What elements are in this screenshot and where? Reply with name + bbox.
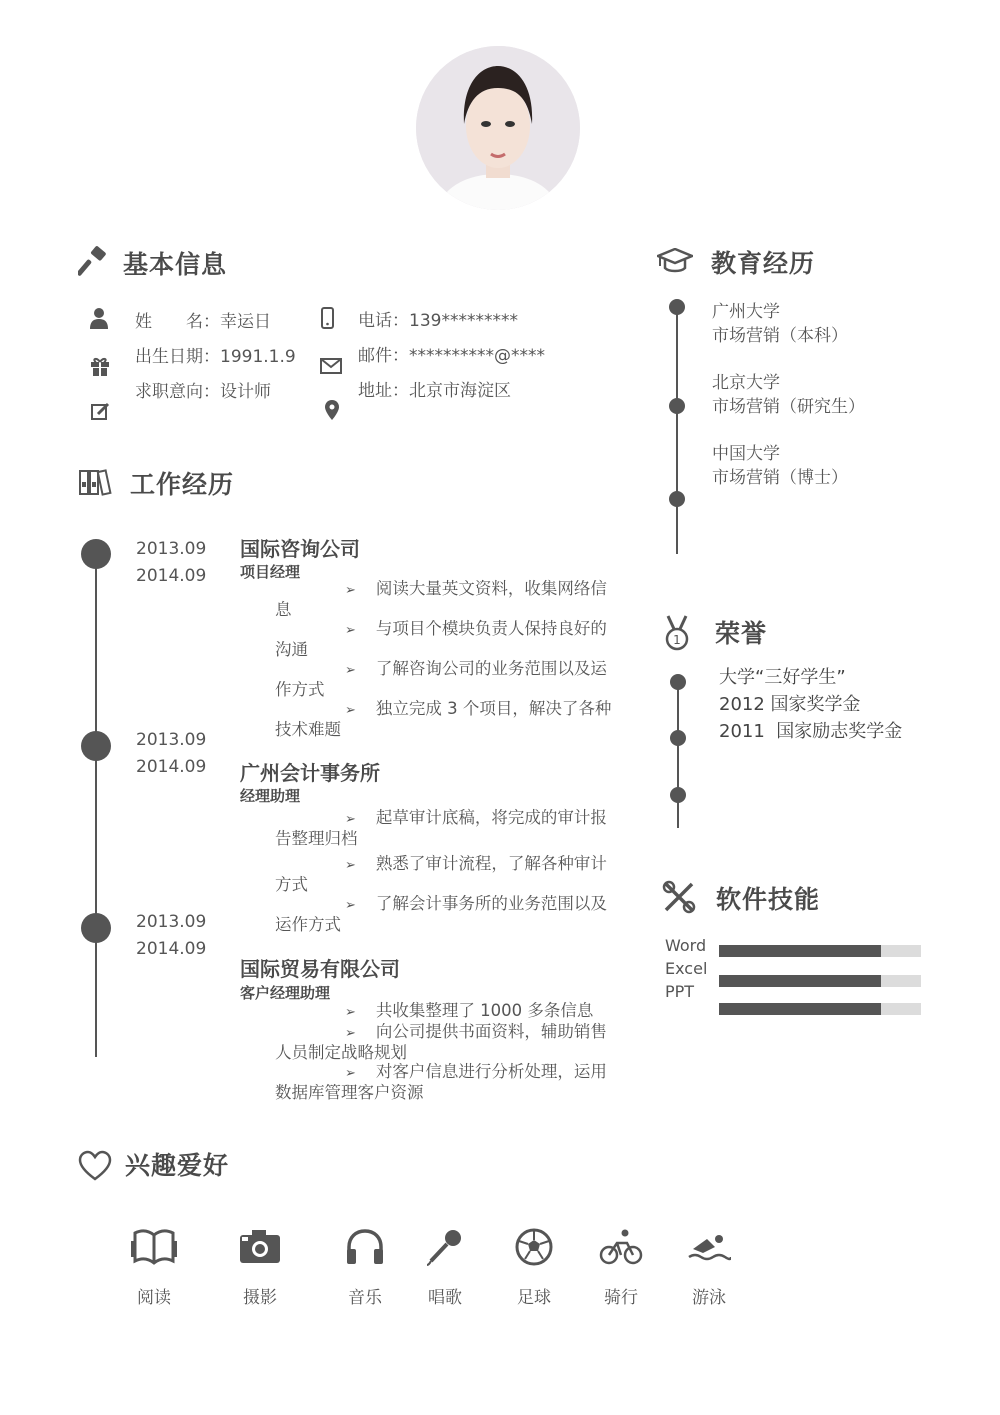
section-title-honor: 荣誉 — [715, 619, 768, 648]
timeline-dot — [669, 299, 685, 315]
svg-text:1: 1 — [673, 633, 681, 647]
job-end-date: 2014.09 — [136, 757, 207, 777]
job-bullets — [275, 579, 615, 739]
hobby-swimming — [669, 1227, 749, 1308]
list-item: ➢ 独立完成 3 个项目，解决了各种技术难题 — [275, 699, 612, 739]
honor-item: 2012 国家奖学金 — [719, 694, 861, 715]
job-bullets — [275, 1001, 615, 1102]
hobby-soccer — [494, 1227, 574, 1308]
list-item: ➢ 了解会计事务所的业务范围以及运作方式 — [275, 894, 607, 934]
hobby-label: 骑行 — [604, 1288, 638, 1308]
job-role: 经理助理 — [240, 787, 301, 805]
tools-icon — [662, 880, 696, 918]
hobby-label: 阅读 — [137, 1288, 171, 1308]
phone-icon — [321, 307, 334, 333]
hobby-label: 足球 — [517, 1288, 551, 1308]
major-name: 市场营销（研究生） — [712, 397, 865, 417]
school-name: 中国大学 — [712, 444, 780, 464]
hobby-label: 游泳 — [692, 1288, 726, 1308]
list-item: ➢ 了解咨询公司的业务范围以及运作方式 — [275, 659, 607, 699]
address-field: 地址：北京市海淀区 — [358, 381, 511, 401]
list-item: ➢ 阅读大量英文资料，收集网络信息 — [275, 579, 607, 619]
hobby-music — [325, 1227, 405, 1308]
camera-icon — [238, 1227, 282, 1267]
list-item: ➢ 熟悉了审计流程，了解各种审计方式 — [275, 854, 607, 894]
headphones-icon — [344, 1227, 386, 1267]
job-end-date: 2014.09 — [136, 939, 207, 959]
company-name: 广州会计事务所 — [240, 761, 380, 785]
section-title-work: 工作经历 — [130, 470, 235, 499]
microphone-icon — [425, 1227, 465, 1267]
job-end-date: 2014.09 — [136, 566, 207, 586]
list-item: ➢ 向公司提供书面资料，辅助销售人员制定战略规划 — [275, 1022, 607, 1062]
hobby-label: 音乐 — [348, 1288, 382, 1308]
medal-icon — [665, 615, 689, 655]
skill-name: PPT — [665, 982, 695, 1001]
job-role: 项目经理 — [240, 563, 301, 581]
person-icon — [90, 307, 108, 333]
honor-timeline — [677, 675, 679, 828]
skill-name: Excel — [665, 959, 708, 978]
skill-bar-fill — [719, 1003, 881, 1015]
skill-bar — [719, 1003, 921, 1015]
major-name: 市场营销（博士） — [712, 468, 848, 488]
timeline-dot — [669, 398, 685, 414]
education-entry — [712, 371, 865, 419]
list-item: ➢ 共收集整理了 1000 多条信息 — [345, 1001, 594, 1020]
gift-icon — [90, 356, 110, 380]
job-start-date: 2013.09 — [136, 730, 207, 750]
phone-field: 电话：139********* — [358, 311, 518, 331]
binders-icon — [79, 468, 113, 500]
section-title-skills: 软件技能 — [716, 885, 821, 914]
job-start-date: 2013.09 — [136, 912, 207, 932]
honor-item: 2011 国家励志奖学金 — [719, 721, 903, 742]
work-timeline — [95, 545, 97, 1057]
job-start-date: 2013.09 — [136, 539, 207, 559]
timeline-dot — [81, 731, 111, 761]
skill-name: Word — [665, 936, 707, 955]
email-field: 邮件：**********@**** — [358, 346, 545, 366]
timeline-dot — [669, 491, 685, 507]
edit-icon — [91, 402, 110, 425]
hobby-photography — [220, 1227, 300, 1308]
skill-bar — [719, 945, 921, 957]
heart-icon — [78, 1150, 112, 1186]
timeline-dot — [81, 913, 111, 943]
major-name: 市场营销（本科） — [712, 326, 848, 346]
hobby-label: 摄影 — [243, 1288, 277, 1308]
job-role: 客户经理助理 — [240, 984, 331, 1002]
skill-bar-fill — [719, 945, 881, 957]
honors-list — [719, 664, 902, 745]
bicycle-icon — [599, 1227, 643, 1267]
skill-labels — [665, 934, 707, 1003]
education-entry — [712, 442, 848, 490]
avatar — [416, 46, 580, 210]
honor-item: 大学“三好学生” — [719, 667, 846, 688]
list-item: ➢ 起草审计底稿，将完成的审计报告整理归档 — [275, 808, 607, 848]
graduation-cap-icon — [657, 248, 693, 278]
birth-field: 出生日期：1991.1.9 — [135, 347, 296, 367]
soccer-ball-icon — [514, 1227, 554, 1267]
hobby-singing — [405, 1227, 485, 1308]
skill-bar-fill — [719, 975, 881, 987]
job-bullets — [275, 808, 615, 934]
hobby-reading — [114, 1227, 194, 1308]
list-item: ➢ 对客户信息进行分析处理，运用数据库管理客户资源 — [275, 1062, 607, 1102]
section-title-hobbies: 兴趣爱好 — [125, 1151, 230, 1180]
hobby-cycling — [581, 1227, 661, 1308]
intent-field: 求职意向：设计师 — [135, 382, 271, 402]
education-timeline — [676, 300, 678, 554]
swimmer-icon — [687, 1227, 731, 1267]
section-title-basic: 基本信息 — [123, 250, 228, 279]
hobby-label: 唱歌 — [428, 1288, 462, 1308]
school-name: 广州大学 — [712, 302, 780, 322]
job-dates — [136, 536, 206, 590]
timeline-dot — [670, 730, 686, 746]
name-field: 姓 名：幸运日 — [135, 312, 271, 332]
school-name: 北京大学 — [712, 373, 780, 393]
section-title-education: 教育经历 — [711, 249, 816, 278]
mail-icon — [320, 358, 342, 378]
portrait-photo — [416, 46, 580, 210]
job-dates — [136, 909, 206, 963]
job-dates — [136, 727, 206, 781]
timeline-dot — [670, 787, 686, 803]
company-name: 国际贸易有限公司 — [240, 957, 400, 981]
location-pin-icon — [325, 400, 339, 424]
company-name: 国际咨询公司 — [240, 537, 360, 561]
timeline-dot — [81, 539, 111, 569]
hammer-icon — [78, 246, 106, 280]
book-icon — [131, 1227, 177, 1267]
skill-bar — [719, 975, 921, 987]
education-entry — [712, 300, 848, 348]
timeline-dot — [670, 674, 686, 690]
list-item: ➢ 与项目个模块负责人保持良好的沟通 — [275, 619, 607, 659]
